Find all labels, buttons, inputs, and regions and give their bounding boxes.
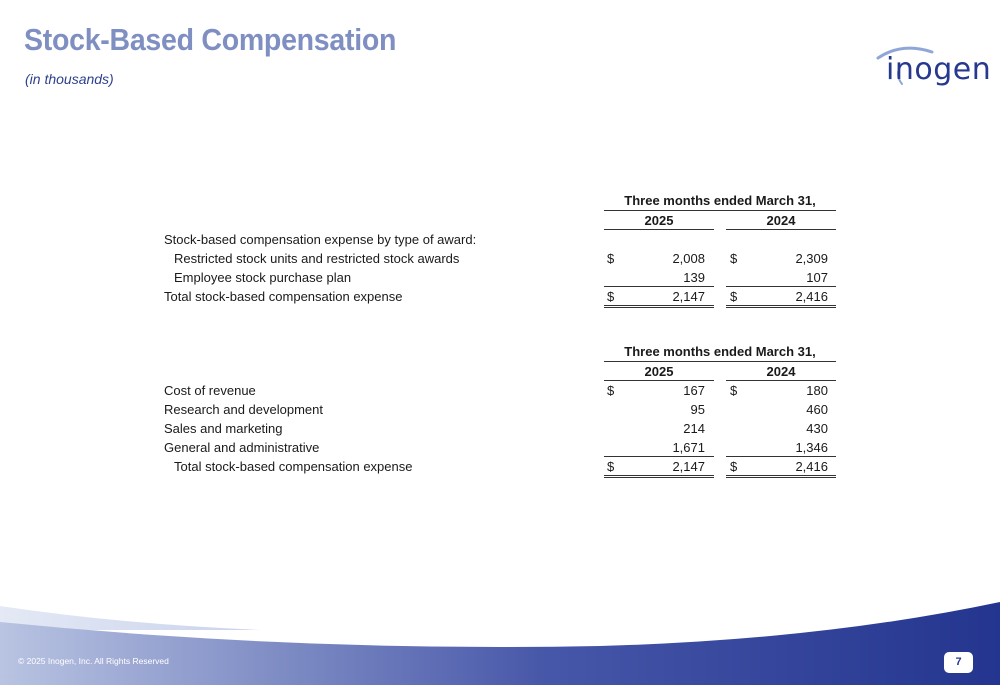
page-number: 7 [944, 652, 973, 673]
dollar-sign: $ [730, 383, 738, 398]
value-2025: 139 [683, 270, 705, 285]
divider [604, 210, 836, 211]
double-underline [726, 477, 836, 478]
divider [604, 380, 714, 381]
value-2025: 214 [683, 421, 705, 436]
row-label: General and administrative [164, 440, 320, 455]
value-2024: 2,309 [795, 251, 828, 266]
inogen-logo [872, 44, 992, 90]
value-2024: 460 [806, 402, 828, 417]
double-underline [604, 305, 714, 306]
total-label: Total stock-based compensation expense [174, 459, 413, 474]
row-label: Employee stock purchase plan [174, 270, 352, 285]
divider [604, 456, 714, 457]
divider [604, 286, 714, 287]
copyright-text: © 2025 Inogen, Inc. All Rights Reserved [18, 656, 169, 666]
dollar-sign: $ [607, 289, 615, 304]
double-underline [604, 475, 714, 476]
col-header-2025: 2025 [644, 364, 674, 379]
value-2024: 1,346 [795, 440, 828, 455]
value-2025: 1,671 [672, 440, 705, 455]
divider [726, 456, 836, 457]
dollar-sign: $ [730, 459, 738, 474]
total-2025: 2,147 [672, 289, 705, 304]
total-label: Total stock-based compensation expense [164, 289, 403, 304]
double-underline [604, 477, 714, 478]
page-title: Stock-Based Compensation [24, 22, 397, 57]
double-underline [726, 305, 836, 306]
value-2025: 167 [683, 383, 705, 398]
divider [726, 229, 836, 230]
col-header-2025: 2025 [644, 213, 674, 228]
footer-wave [0, 600, 1000, 685]
row-label: Sales and marketing [164, 421, 283, 436]
value-2025: 2,008 [672, 251, 705, 266]
total-2024: 2,416 [795, 459, 828, 474]
row-label: Cost of revenue [164, 383, 256, 398]
value-2025: 95 [690, 402, 705, 417]
period-header: Three months ended March 31, [624, 344, 816, 359]
dollar-sign: $ [730, 251, 738, 266]
divider [604, 361, 836, 362]
dollar-sign: $ [607, 459, 615, 474]
col-header-2024: 2024 [766, 213, 796, 228]
row-label: Research and development [164, 402, 323, 417]
value-2024: 430 [806, 421, 828, 436]
divider [726, 380, 836, 381]
value-2024: 107 [806, 270, 828, 285]
value-2024: 180 [806, 383, 828, 398]
dollar-sign: $ [730, 289, 738, 304]
total-2025: 2,147 [672, 459, 705, 474]
period-header: Three months ended March 31, [624, 193, 816, 208]
row-label: Restricted stock units and restricted stock awards [174, 251, 460, 266]
dollar-sign: $ [607, 383, 615, 398]
page-subtitle: (in thousands) [25, 71, 114, 87]
section-label: Stock-based compensation expense by type of award: [164, 232, 477, 247]
double-underline [726, 475, 836, 476]
double-underline [604, 307, 714, 308]
divider [726, 286, 836, 287]
total-2024: 2,416 [795, 289, 828, 304]
dollar-sign: $ [607, 251, 615, 266]
double-underline [726, 307, 836, 308]
logo-text: inogen [886, 52, 992, 87]
divider [604, 229, 714, 230]
col-header-2024: 2024 [766, 364, 796, 379]
